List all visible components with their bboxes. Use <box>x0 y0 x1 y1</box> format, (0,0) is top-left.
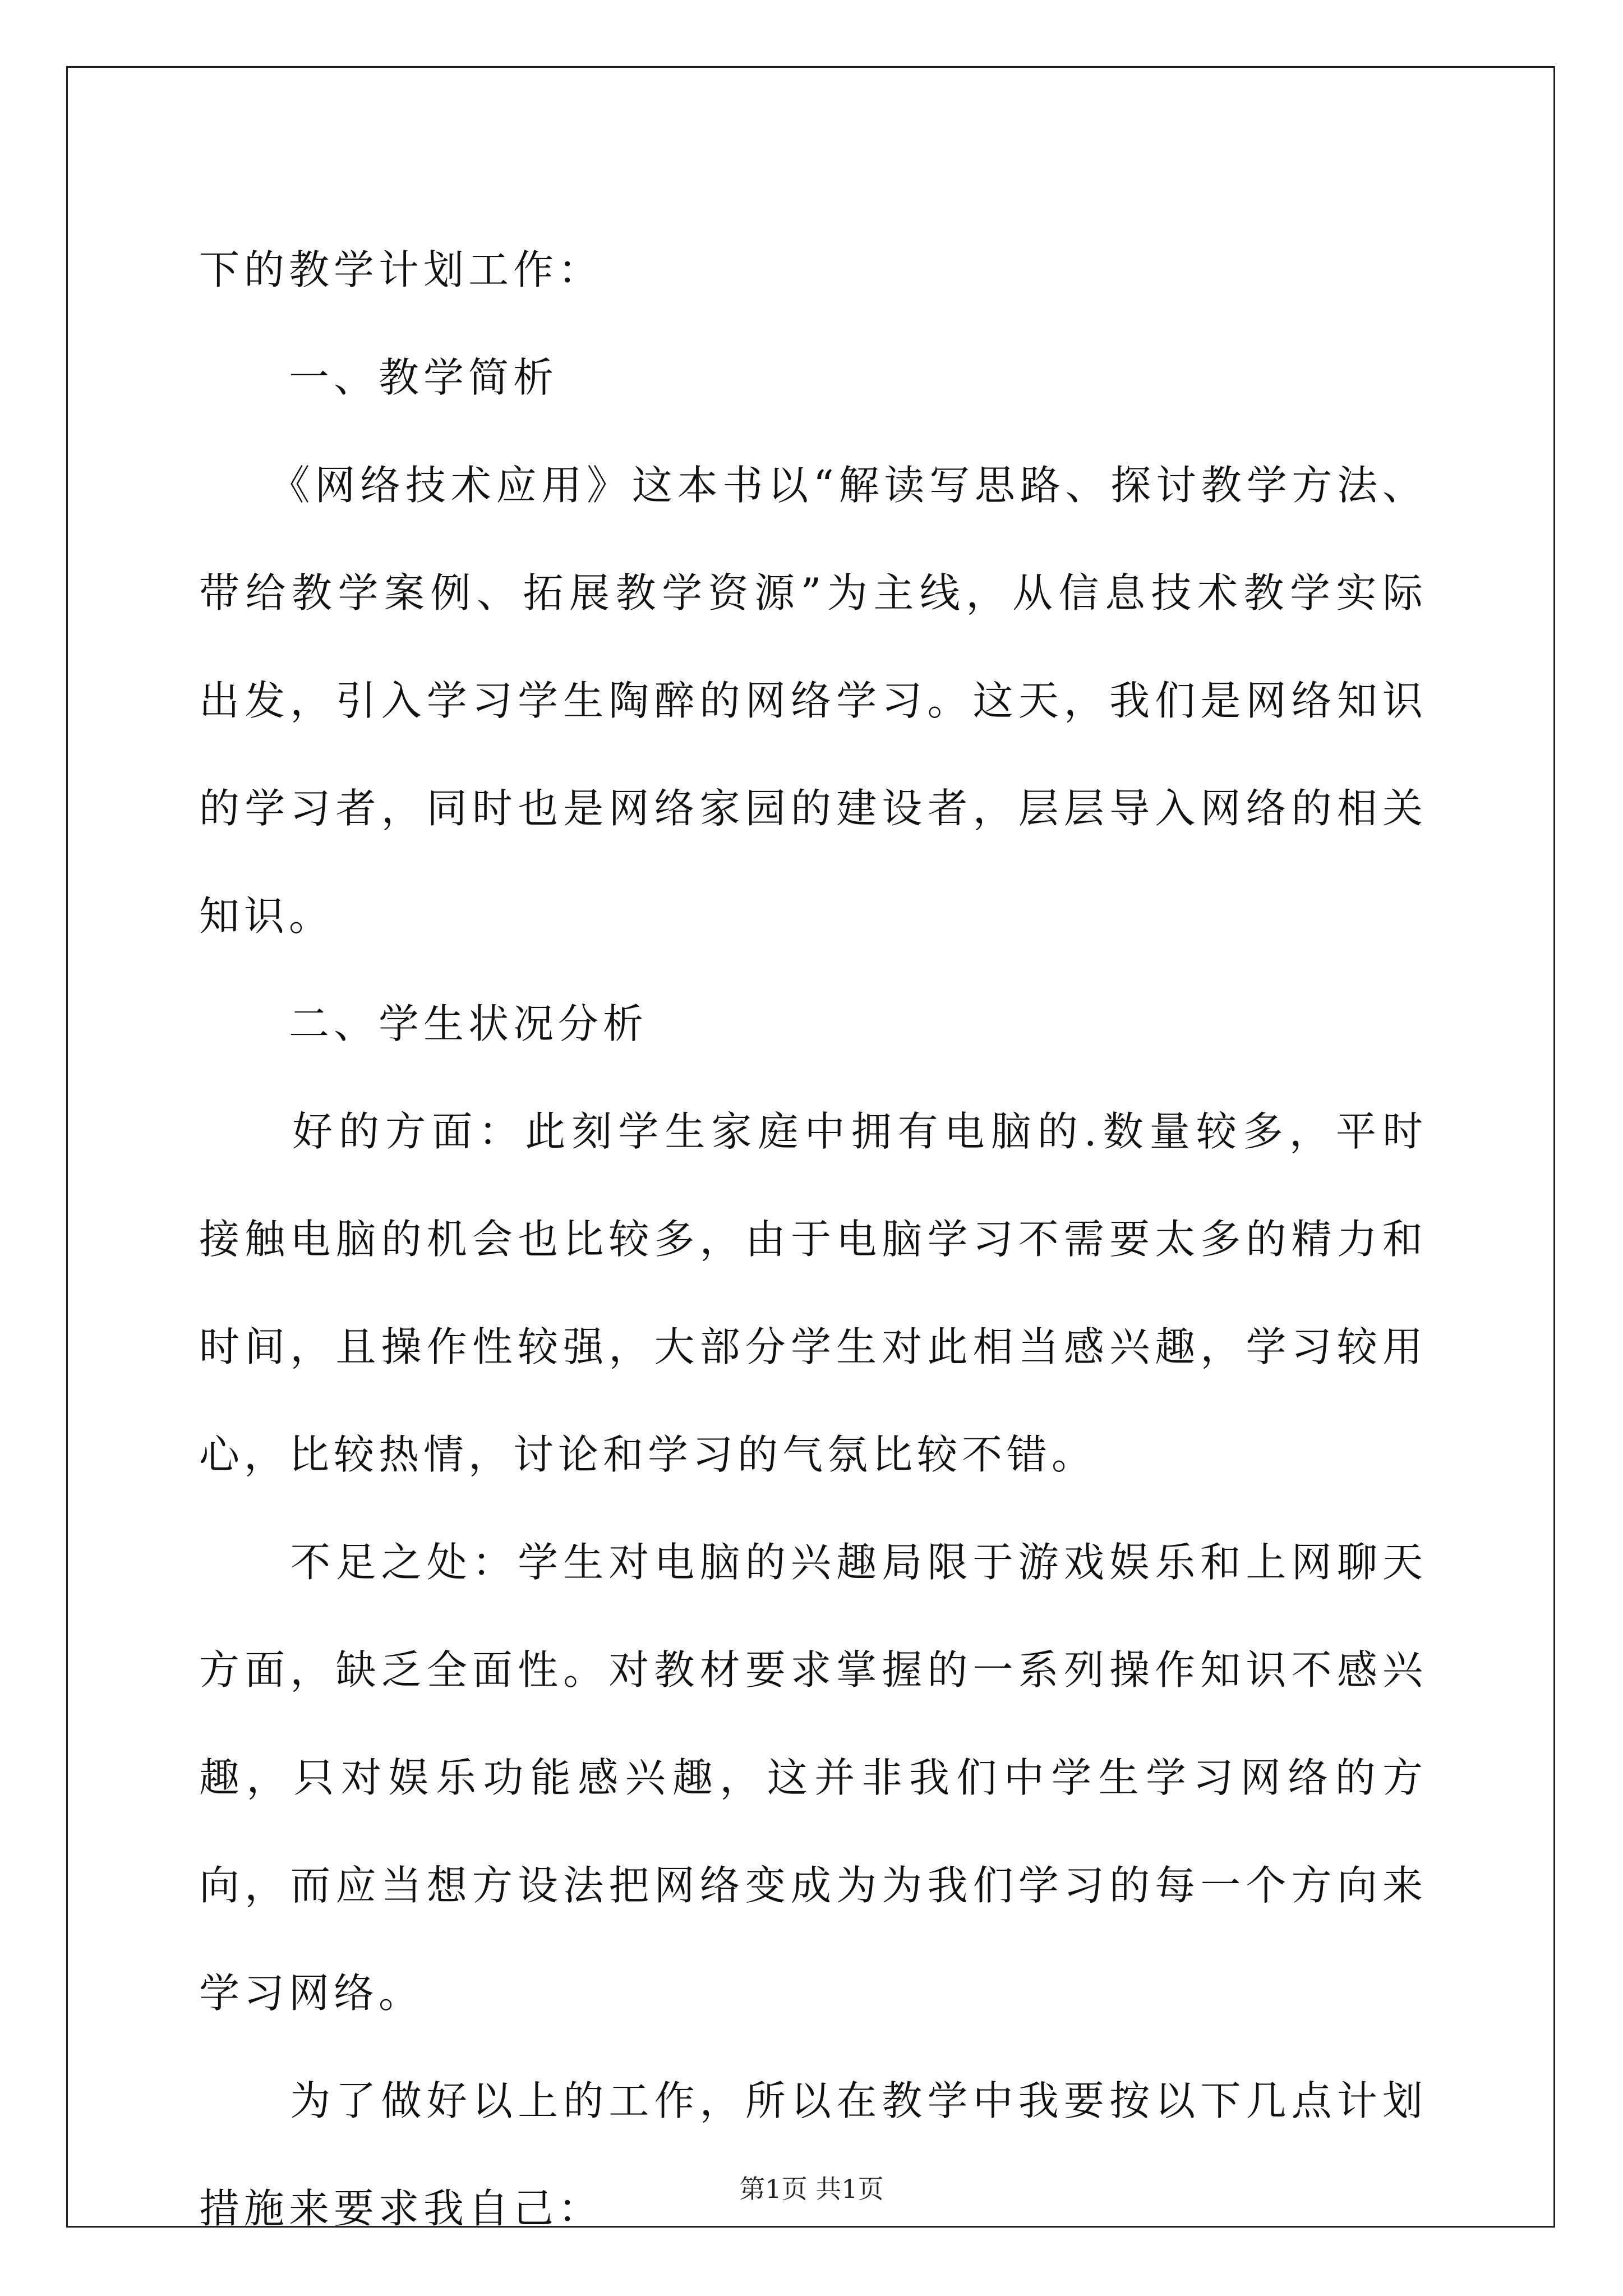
paragraph-book-description: 《网络技术应用》这本书以“解读写思路、探讨教学方法、带给教学案例、拓展教学资源”为主线，从信息技术教学实际出发，引入学习学生陶醉的网络学习。这天，我们是网络知识的学习者，同时也是网络家园的建设者，层层导入网络的相关知识。 <box>199 462 1427 940</box>
heading-student-analysis: 二、学生状况分析 <box>199 1000 648 1047</box>
paragraph-strengths: 好的方面：此刻学生家庭中拥有电脑的.数量较多，平时接触电脑的机会也比较多，由于电脑学习不需要太多的精力和时间，且操作性较强，大部分学生对此相当感兴趣，学习较用心，比较热情，讨论和学习的气氛比较不错。 <box>199 1108 1427 1478</box>
paragraph-plan-intro: 为了做好以上的工作，所以在教学中我要按以下几点计划措施来要求我自己： <box>199 2077 1427 2232</box>
paragraph-weaknesses: 不足之处：学生对电脑的兴趣局限于游戏娱乐和上网聊天方面，缺乏全面性。对教材要求掌握的一系列操作知识不感兴趣，只对娱乐功能感兴趣，这并非我们中学生学习网络的方向，而应当想方设法把网络变成为为我们学习的每一个方向来学习网络。 <box>199 1539 1427 2017</box>
document-body <box>199 216 1427 2262</box>
page-number-footer: 第1页 共1页 <box>739 2174 884 2204</box>
paragraph-intro-tail: 下的教学计划工作： <box>199 246 603 293</box>
heading-teaching-analysis: 一、教学简析 <box>199 354 559 401</box>
